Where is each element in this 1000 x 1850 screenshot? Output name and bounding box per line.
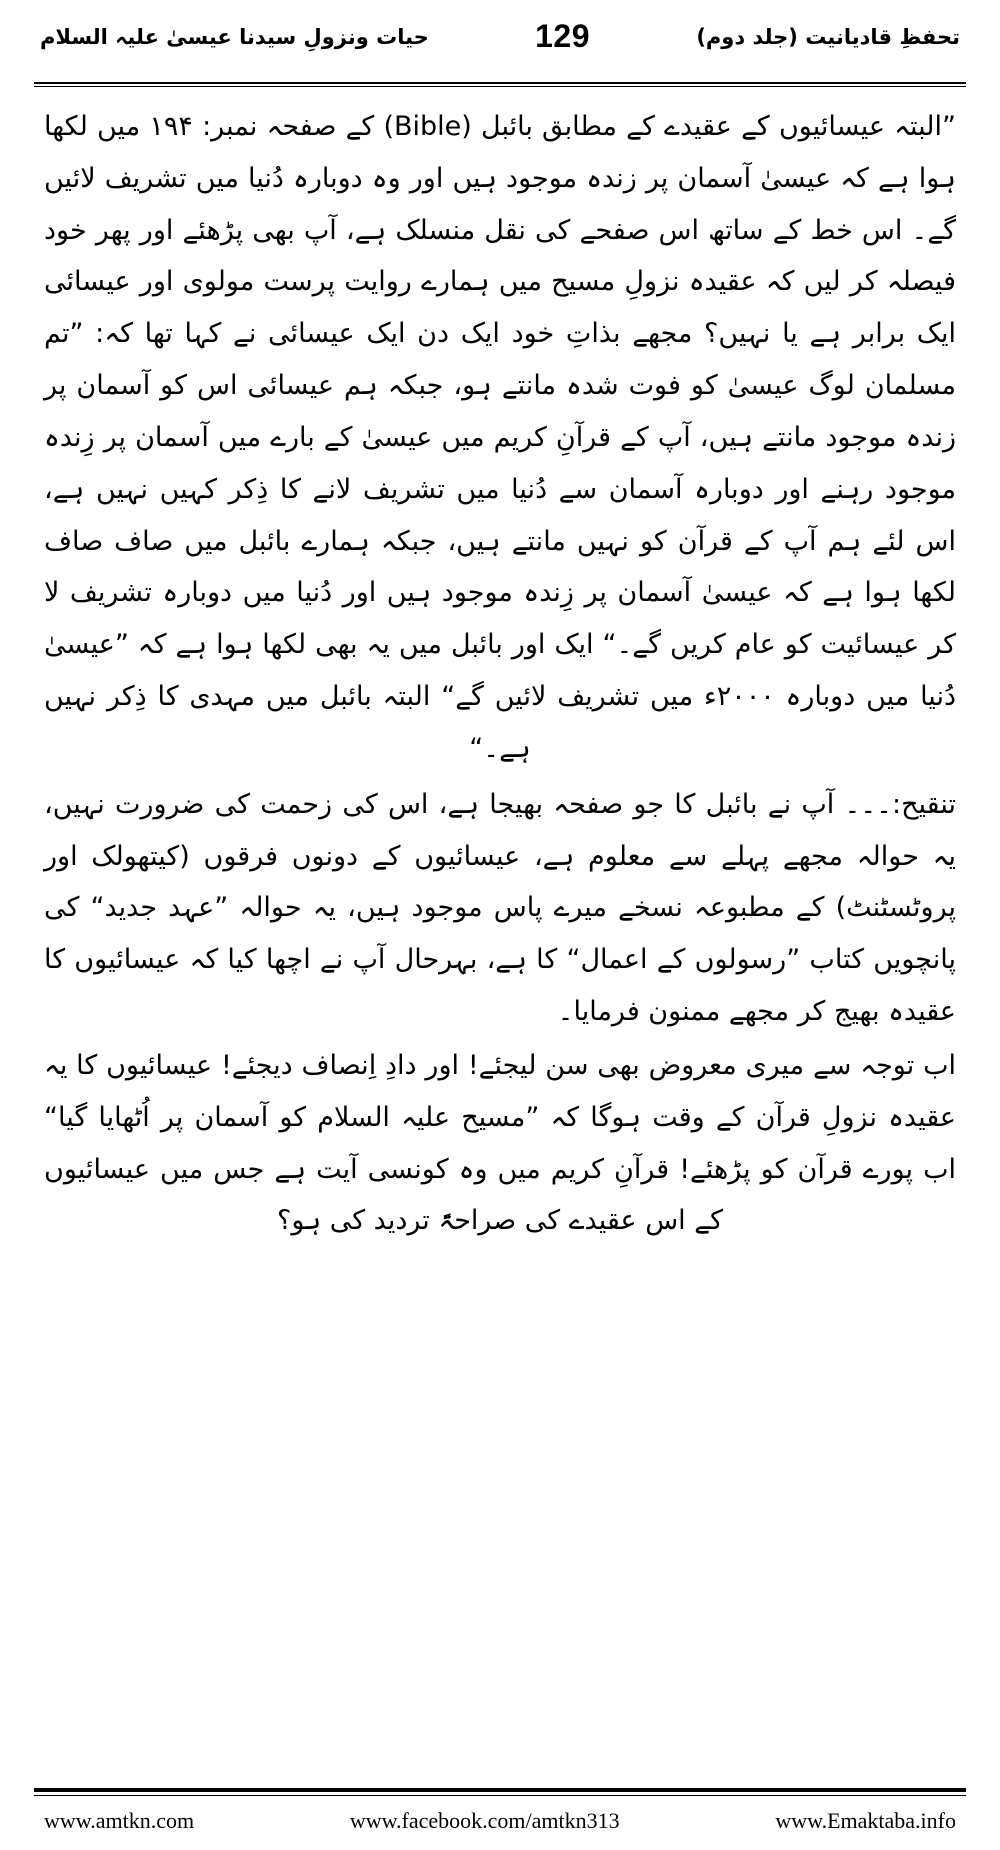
footer-divider-thick — [34, 1788, 966, 1792]
header-chapter-title: حیات ونزولِ سیدنا عیسیٰ علیہ السلام — [40, 24, 429, 49]
page-header — [0, 0, 1000, 74]
page-number: 129 — [535, 18, 590, 54]
page-footer — [0, 1788, 1000, 1850]
header-book-title: تحفظِ قادیانیت (جلد دوم) — [696, 24, 960, 49]
footer-link-facebook[interactable]: www.facebook.com/amtkn313 — [349, 1808, 620, 1833]
footer-links — [34, 1808, 966, 1834]
tanqeeh-paragraph: تنقیح:۔۔۔ آپ نے بائبل کا جو صفحہ بھیجا ہے، اس کی زحمت کی ضرورت نہیں، یہ حوالہ مجھے پہلے سے معلوم ہے، عیسائیوں کے دونوں فرقوں (کیتھولک اور پروٹسٹنٹ) کے مطبوعہ نسخے میرے پاس موجود ہیں، یہ حوالہ ”عہد جدید“ کی پانچویں کتاب ”رسولوں کے اعمال“ کا ہے، بہرحال آپ نے اچھا کیا کہ عیسائیوں کا عقیدہ بھیج کر مجھے ممنون فرمایا۔ — [44, 788, 956, 1028]
quote-paragraph: ”البتہ عیسائیوں کے عقیدے کے مطابق بائبل (Bible) کے صفحہ نمبر: ۱۹۴ میں لکھا ہوا ہے کہ عیسیٰ آسمان پر زندہ موجود ہیں اور وہ دوبارہ دُنیا میں تشریف لائیں گے۔ اس خط کے ساتھ اس صفحے کی نقل منسلک ہے، آپ بھی پڑھئے اور پھر خود فیصلہ کر لیں کہ عقیدہ نزولِ مسیح میں ہمارے روایت پرست مولوی اور عیسائی ایک برابر ہے یا نہیں؟ مجھے بذاتِ خود ایک دن ایک عیسائی نے کہا تھا کہ: ”تم مسلمان لوگ عیسیٰ کو فوت شدہ مانتے ہو، جبکہ ہم عیسائی اس کو آسمان پر زندہ موجود مانتے ہیں، آپ کے قرآنِ کریم میں عیسیٰ کے بارے میں آسمان پر زِندہ موجود رہنے اور دوبارہ آسمان سے دُنیا میں تشریف لانے کا ذِکر کہیں نہیں ہے، اس لئے ہم آپ کے قرآن کو نہیں مانتے ہیں، جبکہ ہمارے بائبل میں صاف صاف لکھا ہوا ہے کہ عیسیٰ آسمان پر زِندہ موجود ہیں اور دُنیا میں دوبارہ تشریف لا کر عیسائیت کو عام کریں گے۔“ ایک اور بائبل میں یہ بھی لکھا ہوا ہے کہ ”عیسیٰ دُنیا میں دوبارہ ۲۰۰۰ء میں تشریف لائیں گے“ البتہ بائبل میں مہدی کا ذِکر نہیں ہے۔“ — [44, 111, 957, 764]
page-content — [0, 87, 1000, 1247]
header-row — [40, 18, 960, 55]
footer-divider-thin — [34, 1795, 966, 1796]
footer-link-website[interactable]: www.amtkn.com — [44, 1808, 195, 1833]
closing-paragraph: اب توجہ سے میری معروض بھی سن لیجئے! اور دادِ اِنصاف دیجئے! عیسائیوں کا یہ عقیدہ نزولِ قرآن کے وقت ہوگا کہ ”مسیح علیہ السلام کو آسمان پر اُٹھایا گیا“ اب پورے قرآن کو پڑھئے! قرآنِ کریم میں وہ کونسی آیت ہے جس میں عیسائیوں کے اس عقیدے کی صراحۃً تردید کی ہو؟ — [44, 1049, 956, 1237]
footer-link-emaktaba[interactable]: www.Emaktaba.info — [775, 1808, 956, 1833]
header-divider-thick — [34, 82, 966, 84]
